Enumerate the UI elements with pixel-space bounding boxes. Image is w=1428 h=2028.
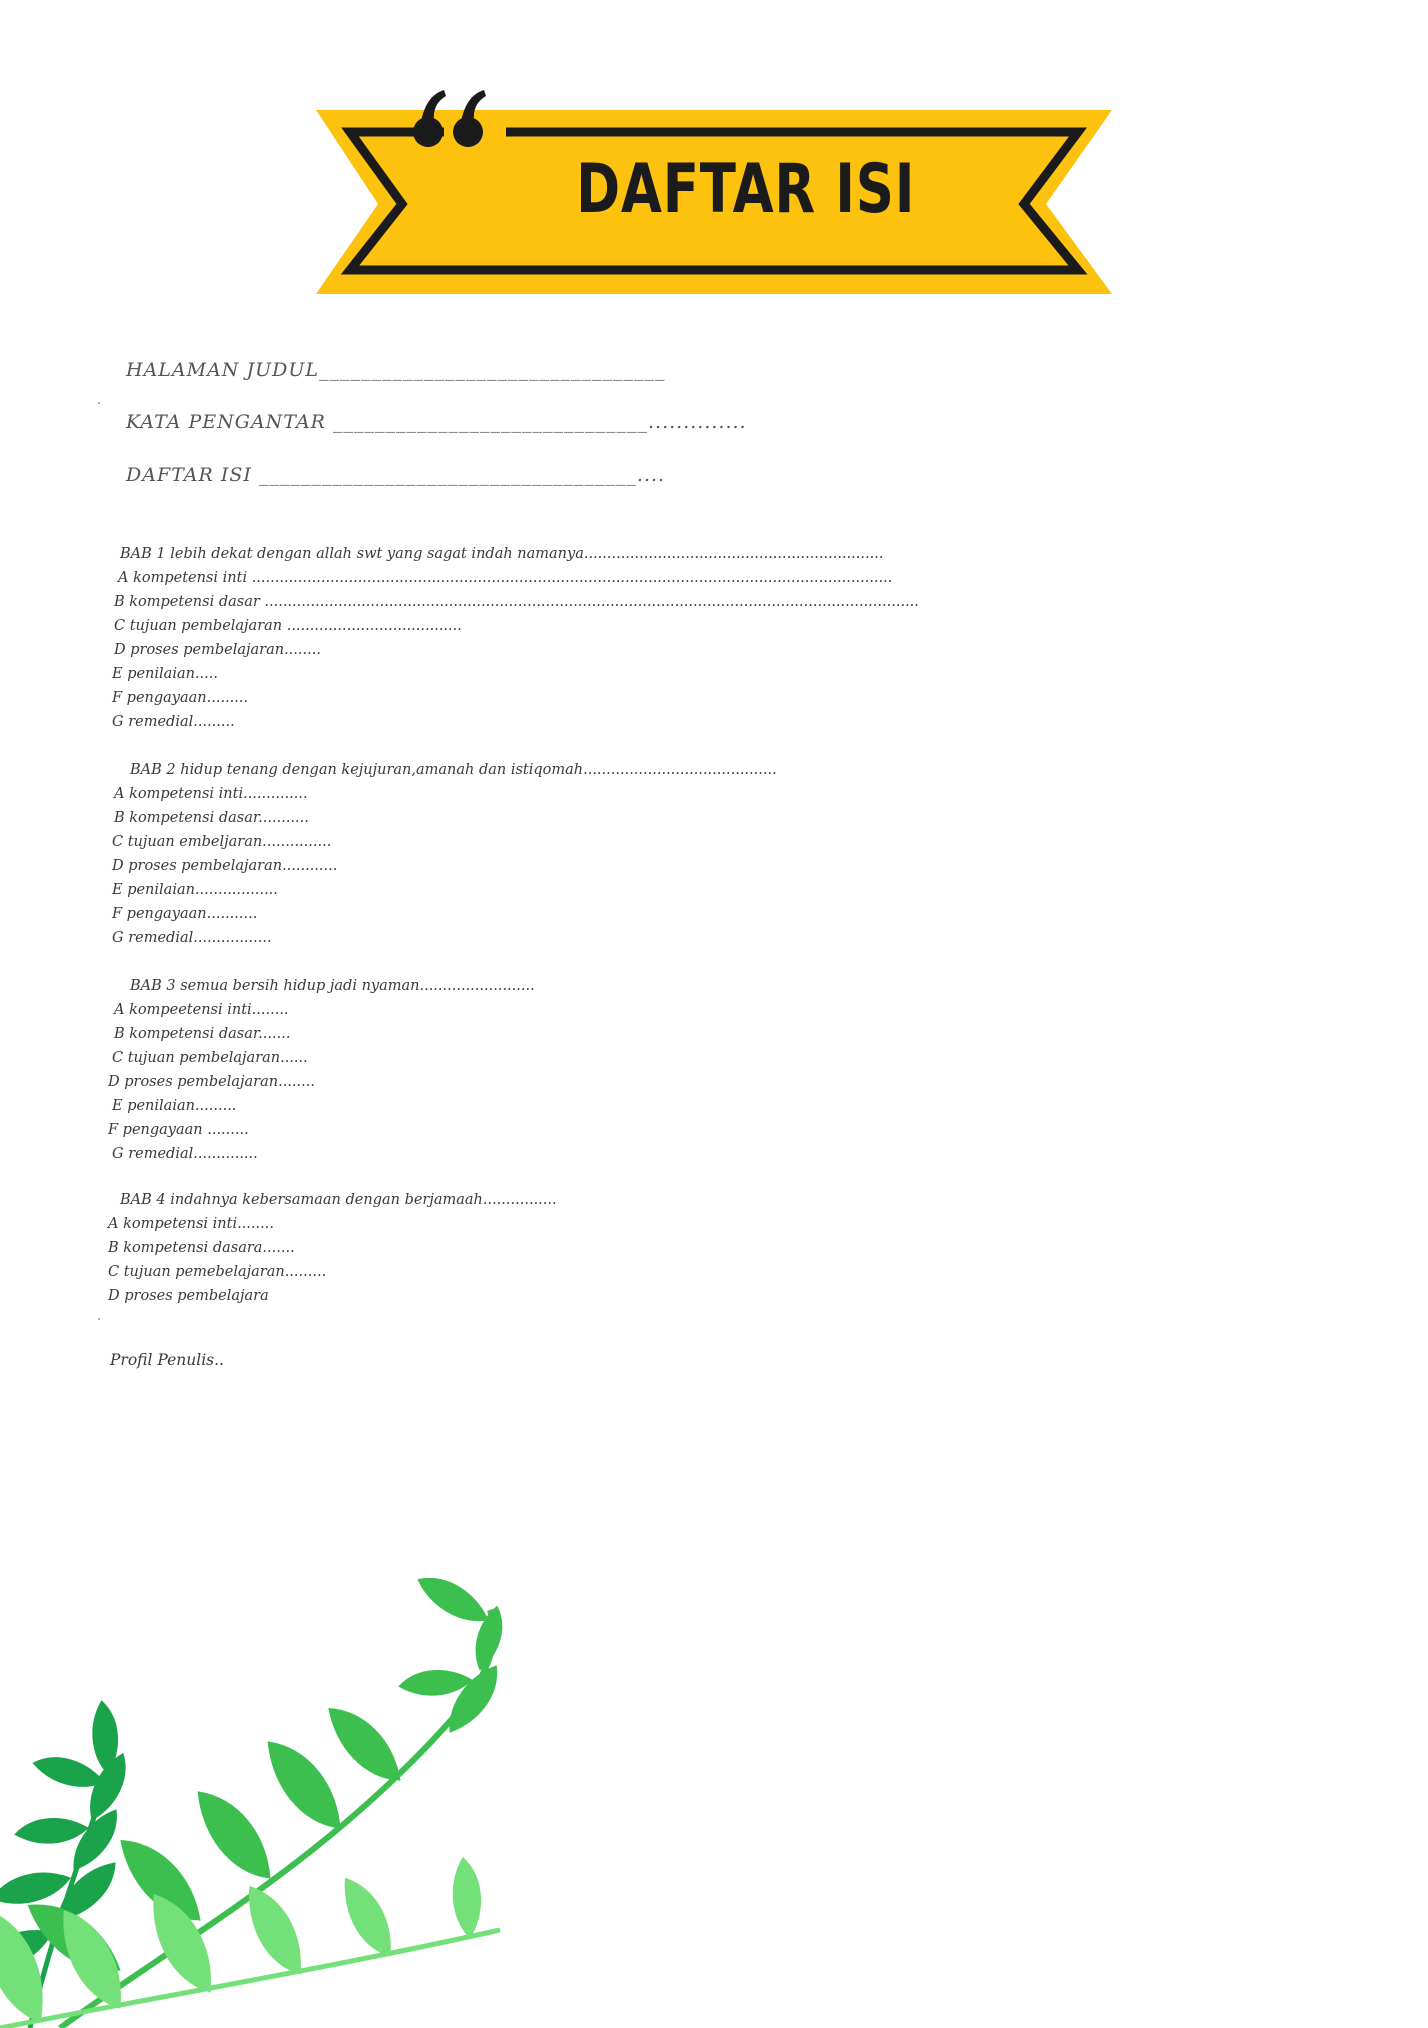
toc-subitem: B kompetensi dasara....... xyxy=(108,1240,295,1256)
toc-subitem: D proses pembelajaran........ xyxy=(108,1074,315,1090)
toc-subitem: G remedial.............. xyxy=(112,1146,258,1162)
toc-subitem: C tujuan pembelajaran ...................................... xyxy=(114,618,462,634)
toc-subitem: D proses pembelajara xyxy=(108,1288,269,1304)
toc-subitem: E penilaian..... xyxy=(112,666,218,682)
toc-subitem: B kompetensi dasar........... xyxy=(114,810,309,826)
toc-item-halaman-judul: HALAMAN JUDUL_________________________________ xyxy=(126,359,666,381)
stray-dot xyxy=(98,402,100,404)
toc-subitem: D proses pembelajaran............ xyxy=(112,858,338,874)
page-title: DAFTAR ISI xyxy=(576,150,916,229)
toc-item-kata-pengantar: KATA PENGANTAR ______________________________.............. xyxy=(126,411,747,433)
toc-item-daftar-isi: DAFTAR ISI ____________________________________.... xyxy=(126,464,666,486)
toc-chapter-bab-3: BAB 3 semua bersih hidup jadi nyaman......................... xyxy=(130,978,535,994)
toc-subitem: C tujuan pemebelajaran......... xyxy=(108,1264,327,1280)
toc-chapter-bab-4: BAB 4 indahnya kebersamaan dengan berjamaah................ xyxy=(120,1192,557,1208)
toc-subitem: F pengayaan........... xyxy=(112,906,258,922)
toc-chapter-bab-1: BAB 1 lebih dekat dengan allah swt yang sagat indah namanya................................................................. xyxy=(120,546,884,562)
toc-subitem: B kompetensi dasar .............................................................................................................................................. xyxy=(114,594,919,610)
light-leaf-branch xyxy=(0,1858,503,2028)
toc-subitem: D proses pembelajaran........ xyxy=(114,642,321,658)
toc-subitem: A kompeetensi inti........ xyxy=(114,1002,289,1018)
toc-subitem: A kompetensi inti.............. xyxy=(114,786,308,802)
stray-dot xyxy=(98,1318,100,1320)
toc-subitem: C tujuan pembelajaran...... xyxy=(112,1050,308,1066)
toc-subitem: C tujuan embeljaran............... xyxy=(112,834,332,850)
leaf-decoration-icon xyxy=(0,1560,540,2028)
toc-subitem: E penilaian.................. xyxy=(112,882,278,898)
toc-subitem: G remedial................. xyxy=(112,930,272,946)
toc-subitem: G remedial......... xyxy=(112,714,235,730)
toc-subitem: F pengayaan......... xyxy=(112,690,249,706)
toc-subitem: E penilaian......... xyxy=(112,1098,237,1114)
toc-chapter-bab-2: BAB 2 hidup tenang dengan kejujuran,amanah dan istiqomah.......................................... xyxy=(130,762,777,778)
toc-subitem: A kompetensi inti ........................................................................................................................................... xyxy=(118,570,893,586)
toc-item-profil-penulis: Profil Penulis.. xyxy=(110,1351,224,1369)
toc-subitem: F pengayaan ......... xyxy=(108,1122,249,1138)
toc-subitem: A kompetensi inti........ xyxy=(108,1216,274,1232)
toc-subitem: B kompetensi dasar....... xyxy=(114,1026,291,1042)
